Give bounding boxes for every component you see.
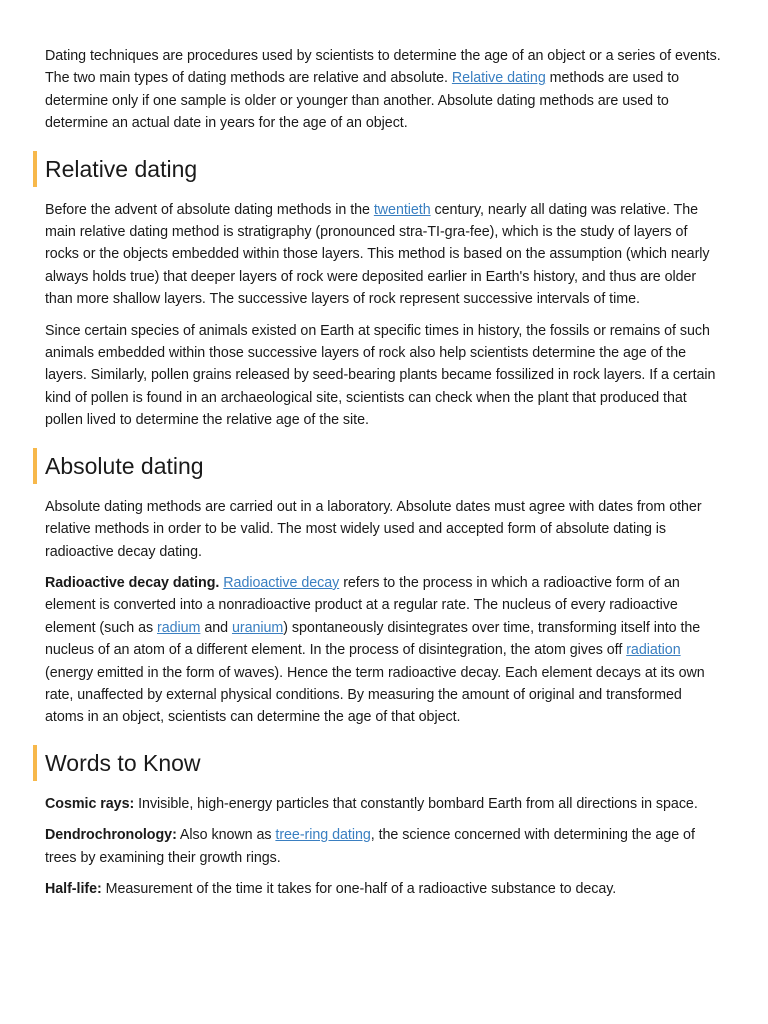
twentieth-link[interactable]: twentieth [373, 201, 431, 218]
dendrochronology-term: Dendrochronology: [45, 827, 177, 844]
radiation-link[interactable]: radiation [626, 642, 681, 659]
cosmic-rays-term: Cosmic rays: [45, 795, 135, 812]
tree-ring-dating-link[interactable]: tree-ring dating [275, 827, 371, 844]
relative-paragraph-2: Since certain species of animals existed on Earth at specific times in history, the fossils or remains of such animals embedded within those successive layers of rock also help scientists determine the age of the layers. Similarly, pollen grains released by seed-bearing plants became fossilized in rock layers. If a certain kind of pollen is found in an archaeological site, scientists can check when the plant that produced that pollen lived to determine the relative age of the site. [45, 322, 716, 429]
relative-dating-link[interactable]: Relative dating [451, 70, 546, 87]
half-life-definition: Half-life: Measurement of the time it takes for one-half of a radioactive substance to decay. [45, 880, 617, 897]
half-life-term: Half-life: [45, 880, 102, 897]
radioactive-decay-link[interactable]: Radioactive decay [223, 574, 340, 591]
absolute-paragraph-1: Absolute dating methods are carried out in a laboratory. Absolute dates must agree with dates from other relative methods in order to be valid. The most widely used and accepted form of absolute dating is radioactive decay dating. [45, 498, 702, 560]
cosmic-rays-definition: Cosmic rays: Invisible, high-energy particles that constantly bombard Earth from all directions in space. [45, 795, 698, 812]
relative-dating-heading: Relative dating [33, 151, 724, 187]
radioactive-decay-term: Radioactive decay dating. [45, 574, 220, 591]
words-to-know-heading: Words to Know [33, 745, 724, 781]
intro-paragraph: Dating techniques are procedures used by scientists to determine the age of an object or a series of events. The two main types of dating methods are relative and absolute. Relative dating methods are used to determine only if one sample is older or younger than another. Absolute dating methods are used to determine an actual date in years for the age of an object. [45, 48, 721, 132]
relative-paragraph-1: Before the advent of absolute dating methods in the twentieth century, nearly all dating was relative. The main relative dating method is stratigraphy (pronounced stra-TI-gra-fee), which is the study of layers of rocks or the objects embedded within those layers. This method is based on the assumption (which nearly always holds true) that deeper layers of rock were deposited earlier in Earth's history, and thus are older than more shallow layers. The successive layers of rock represent successive intervals of time. [45, 201, 710, 308]
absolute-dating-heading: Absolute dating [33, 448, 724, 484]
dendrochronology-definition: Dendrochronology: Also known as tree-ring dating, the science concerned with determining the age of trees by examining their growth rings. [45, 827, 695, 866]
uranium-link[interactable]: uranium [231, 619, 284, 636]
radioactive-decay-paragraph: Radioactive decay dating. Radioactive decay refers to the process in which a radioactive form of an element is converted into a nonradioactive product at a regular rate. The nucleus of every radioactive element (such as radium and uranium) spontaneously disintegrates over time, transforming itself into the nucleus of an atom of a different element. In the process of disintegration, the atom gives off radiation (energy emitted in the form of waves). Hence the term radioactive decay. Each element decays at its own rate, unaffected by external physical conditions. By measuring the amount of original and transformed atoms in an object, scientists can determine the age of that object. [45, 574, 705, 726]
radium-link[interactable]: radium [157, 619, 201, 636]
